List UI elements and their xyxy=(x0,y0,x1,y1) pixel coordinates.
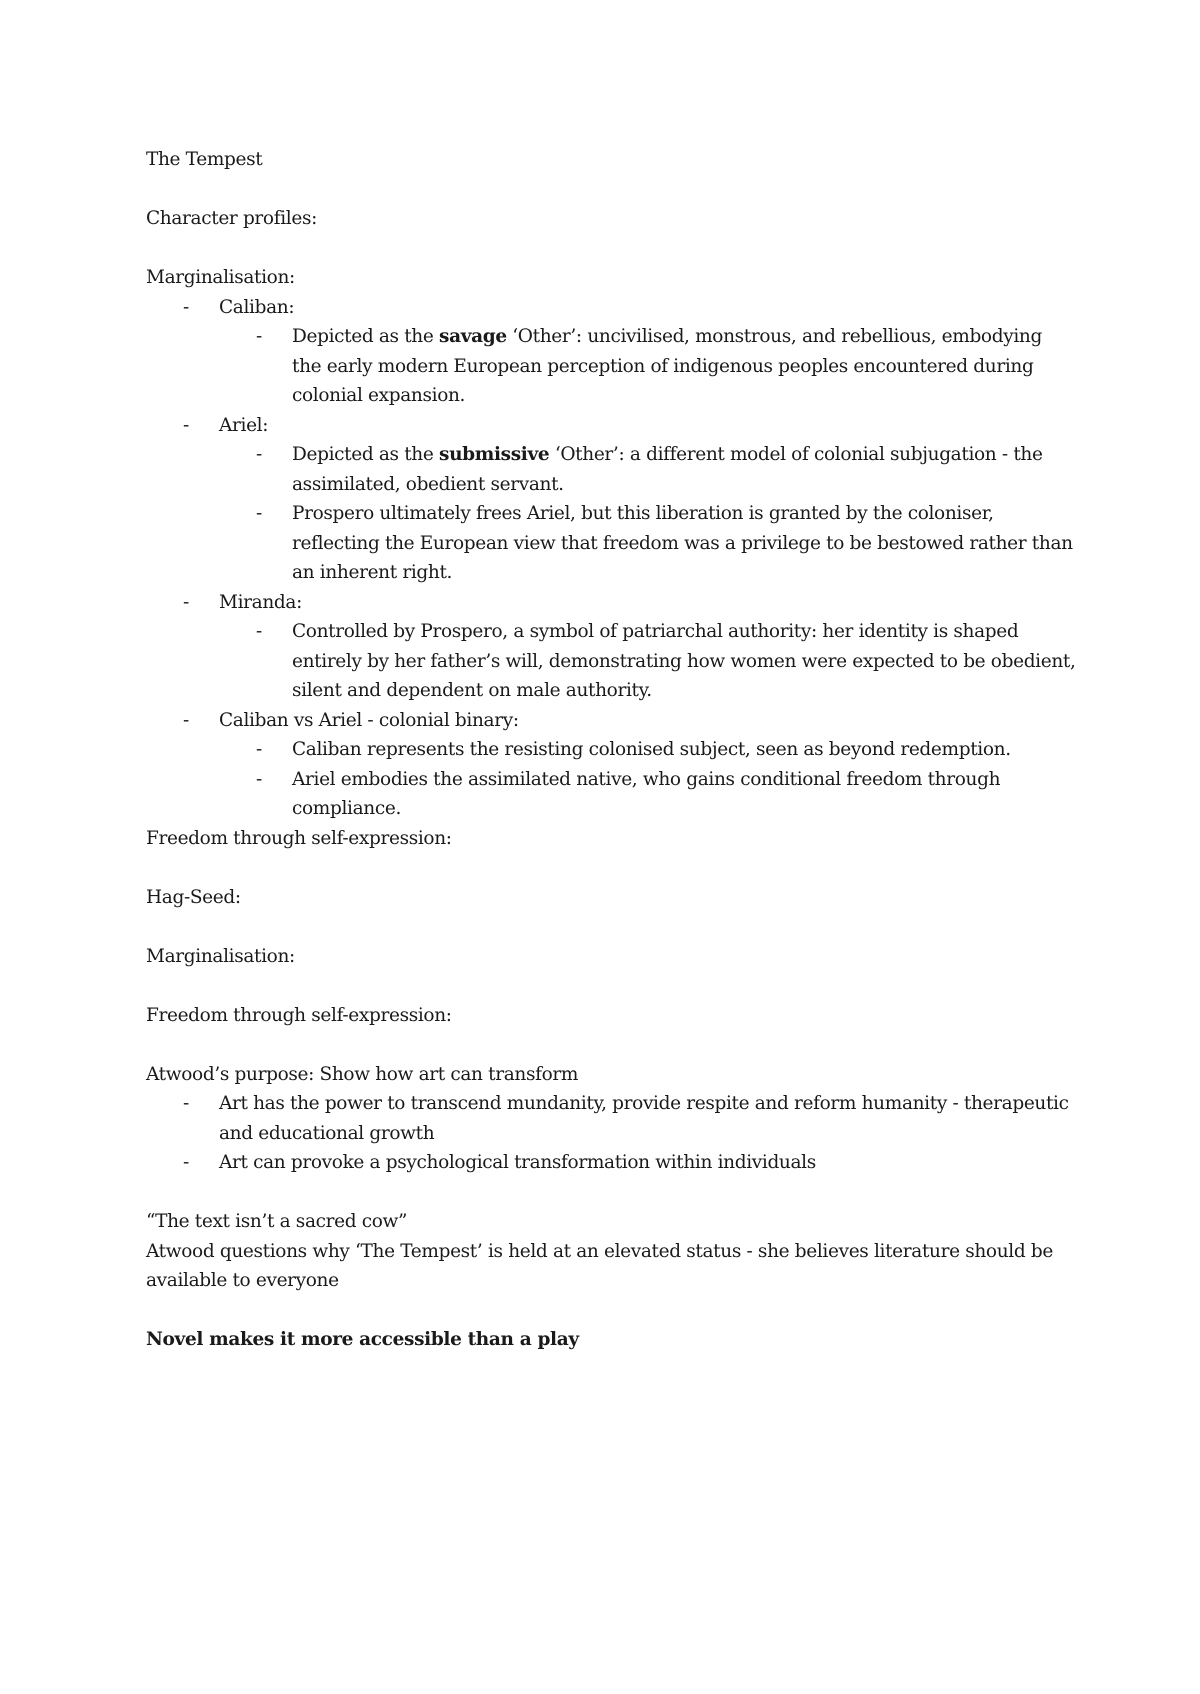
bullet-dash: - xyxy=(183,1152,189,1173)
heading-freedom-2: Freedom through self-expression: xyxy=(146,1004,452,1026)
ariel-point-1-pre: Depicted as the xyxy=(292,444,439,465)
list-item-binary-point-2 xyxy=(146,765,1076,824)
bullet-dash: - xyxy=(256,326,262,347)
quote-explanation: Atwood questions why ‘The Tempest’ is held at an elevated status - she believes literature should be available to everyone xyxy=(146,1240,1053,1291)
list-item-ariel-point-2 xyxy=(146,499,1076,588)
caliban-point-pre: Depicted as the xyxy=(292,326,439,347)
binary-point-2-text: Ariel embodies the assimilated native, who gains conditional freedom through compliance. xyxy=(292,768,1001,819)
list-item-caliban xyxy=(146,293,1076,323)
heading-marginalisation-2: Marginalisation: xyxy=(146,945,295,967)
marginalisation-list xyxy=(146,293,1076,824)
binary-point-1-text: Caliban represents the resisting colonised subject, seen as beyond redemption. xyxy=(292,739,1011,760)
bullet-dash: - xyxy=(256,739,262,760)
bullet-dash: - xyxy=(183,414,189,436)
ariel-label: Ariel: xyxy=(219,414,269,436)
heading-character-profiles: Character profiles: xyxy=(146,208,317,229)
bullet-dash: - xyxy=(183,296,189,318)
quote-line: “The text isn’t a sacred cow” xyxy=(146,1211,408,1232)
list-item-purpose-2 xyxy=(146,1148,1076,1178)
bullet-dash: - xyxy=(256,503,262,524)
ariel-point-1-bold: submissive xyxy=(439,444,550,465)
bullet-dash: - xyxy=(183,1093,189,1114)
miranda-label: Miranda: xyxy=(219,591,302,613)
bullet-dash: - xyxy=(256,768,262,790)
caliban-point-bold: savage xyxy=(439,326,507,347)
ariel-point-1-post: ‘Other’: a different model of colonial subjugation - the assimilated, obedient servant. xyxy=(292,444,1043,495)
conclusion-line: Novel makes it more accessible than a play xyxy=(146,1329,579,1350)
list-item-binary xyxy=(146,706,1076,736)
list-item-miranda-point-1 xyxy=(146,617,1076,706)
binary-label: Caliban vs Ariel - colonial binary: xyxy=(219,709,519,731)
heading-hag-seed: Hag-Seed: xyxy=(146,886,241,908)
list-item-ariel-point-1 xyxy=(146,440,1076,499)
bullet-dash: - xyxy=(183,591,189,613)
heading-marginalisation: Marginalisation: xyxy=(146,267,295,288)
bullet-dash: - xyxy=(256,444,262,465)
list-item-ariel xyxy=(146,411,1076,441)
list-item-binary-point-1 xyxy=(146,735,1076,765)
list-item-purpose-1 xyxy=(146,1089,1076,1148)
heading-freedom-1: Freedom through self-expression: xyxy=(146,827,452,849)
ariel-point-2-text: Prospero ultimately frees Ariel, but this liberation is granted by the coloniser, reflecting the European view that freedom was a privilege to be bestowed rather than an inherent right. xyxy=(292,503,1073,583)
document-body xyxy=(146,145,1076,1355)
caliban-label: Caliban: xyxy=(219,296,295,318)
document-title: The Tempest xyxy=(146,149,263,170)
bullet-dash: - xyxy=(183,709,189,731)
purpose-point-2-text: Art can provoke a psychological transformation within individuals xyxy=(219,1152,816,1173)
heading-atwood-purpose: Atwood’s purpose: Show how art can transform xyxy=(146,1063,579,1085)
purpose-list xyxy=(146,1089,1076,1178)
list-item-caliban-point xyxy=(146,322,1076,411)
purpose-point-1-text: Art has the power to transcend mundanity, provide respite and reform humanity - therapeutic and educational growth xyxy=(219,1093,1069,1144)
bullet-dash: - xyxy=(256,621,262,642)
list-item-miranda xyxy=(146,588,1076,618)
miranda-point-1-text: Controlled by Prospero, a symbol of patriarchal authority: her identity is shaped entirely by her father’s will, demonstrating how women were expected to be obedient, silent and dependent on male authority. xyxy=(292,621,1076,701)
caliban-point-post: ‘Other’: uncivilised, monstrous, and rebellious, embodying the early modern European perception of indigenous peoples encountered during colonial expansion. xyxy=(292,326,1042,406)
